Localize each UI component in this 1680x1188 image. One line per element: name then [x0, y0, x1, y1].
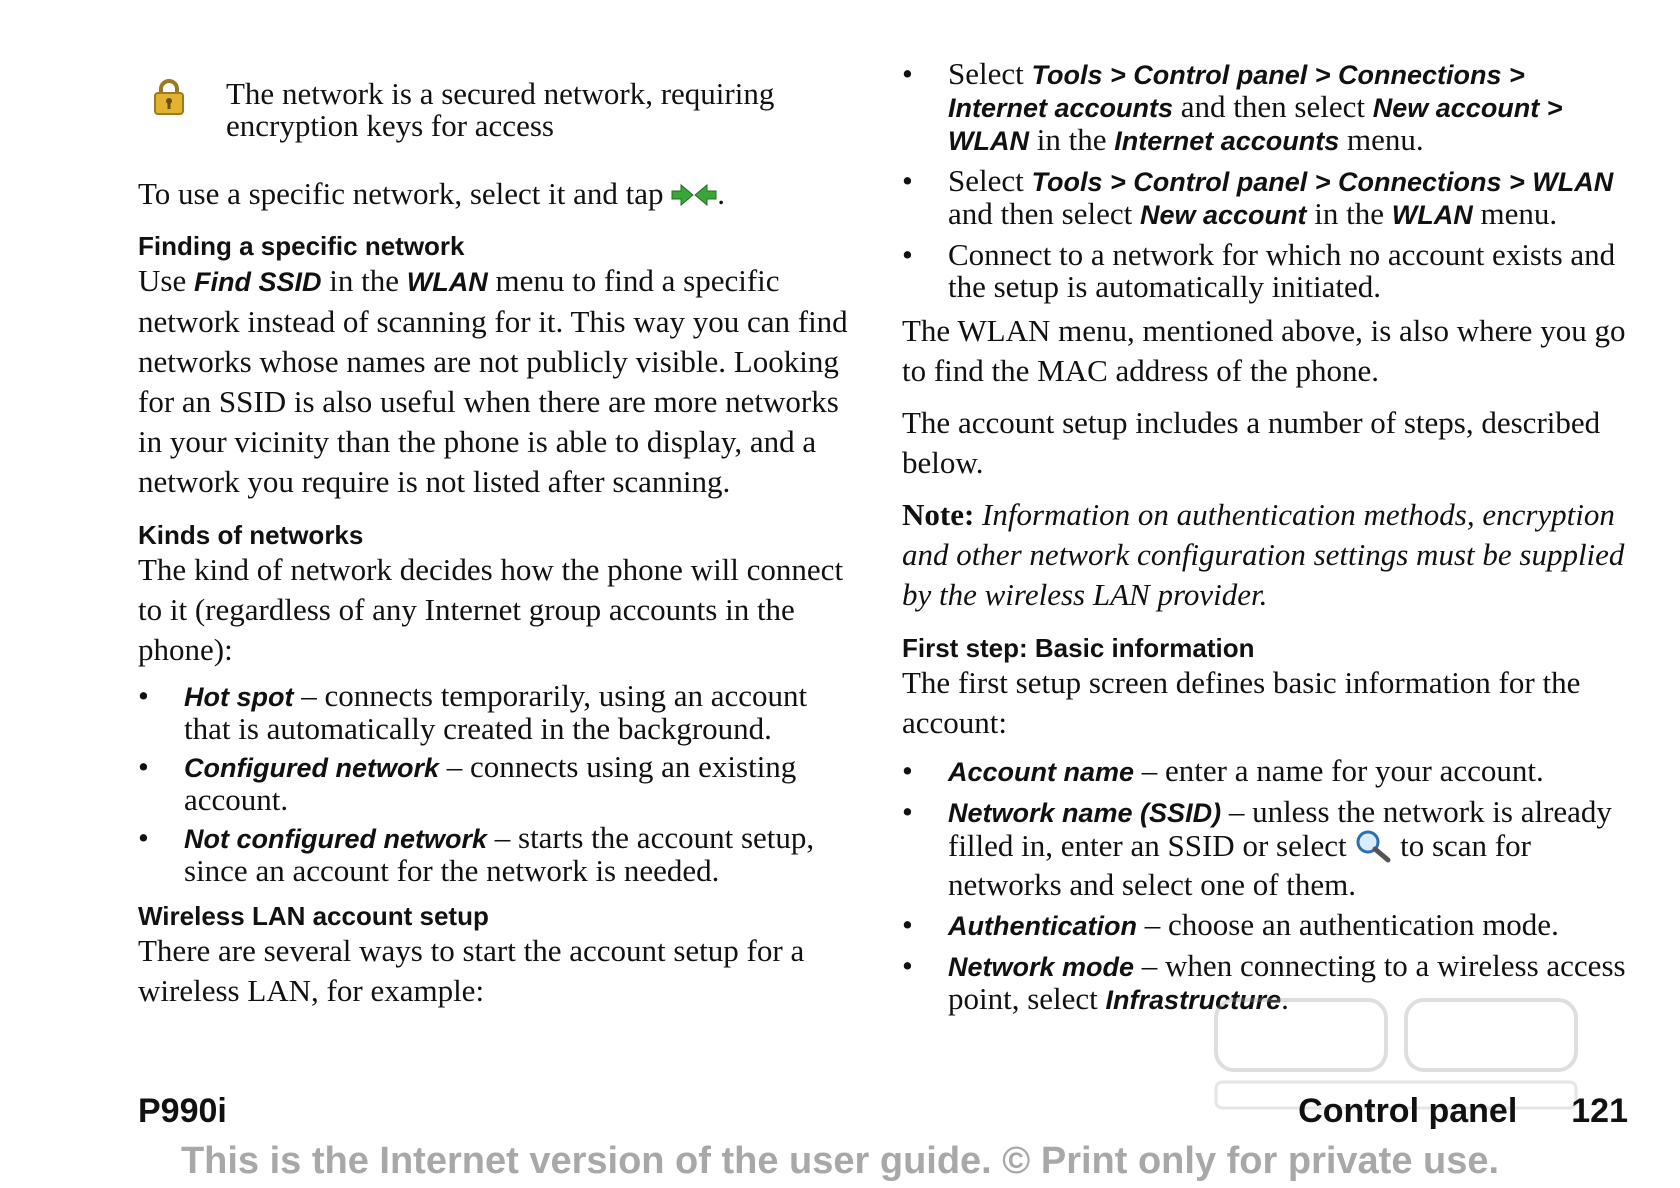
page-number: 121: [1571, 1092, 1628, 1130]
list-item: • Connect to a network for which no account exists and the setup is automatically initiated.: [902, 239, 1628, 303]
list-item: • Select Tools > Control panel > Connections > WLAN and then select New account in the WLAN menu.: [902, 165, 1628, 231]
model-label: P990i: [138, 1092, 227, 1130]
kinds-list: [138, 677, 858, 888]
wireless-paragraph: There are several ways to start the account setup for a wireless LAN, for example:: [138, 932, 805, 1008]
list-item: • Network name (SSID) – unless the network is already filled in, enter an SSID or select to scan for networks and select one of them.: [902, 796, 1628, 901]
steps-paragraph: The account setup includes a number of steps, described below.: [902, 405, 1601, 480]
section-name: Control panel: [1298, 1092, 1518, 1130]
first-step-list: [902, 755, 1628, 1016]
secured-description: The network is a secured network, requiring encryption keys for access: [226, 76, 775, 143]
intro-paragraph: To use a specific network, select it and tap .: [138, 174, 858, 217]
left-column: [138, 58, 858, 1011]
copyright-notice: This is the Internet version of the user guide. © Print only for private use.: [180, 1140, 1500, 1182]
finding-paragraph: Use Find SSID in the WLAN menu to find a specific network instead of scanning for it. This way you can find networks whose names are not publicly visible. Looking for an SSID is also useful when there are more networks in your vicinity than the phone is able to display, and a network you require is not listed after scanning.: [138, 262, 848, 499]
mac-paragraph: The WLAN menu, mentioned above, is also where you go to find the MAC address of the phone.: [902, 313, 1626, 388]
wireless-heading: Wireless LAN account setup: [138, 900, 489, 931]
list-item: • Select Tools > Control panel > Connections > Internet accounts and then select New account > WLAN in the Internet accounts menu.: [902, 58, 1628, 157]
first-step-paragraph: The first setup screen defines basic information for the account:: [902, 665, 1581, 740]
secured-legend: [138, 58, 858, 154]
list-item: • Hot spot – connects temporarily, using an account that is automatically created in the background.: [138, 680, 858, 745]
note-paragraph: Note: Information on authentication methods, encryption and other network configuration settings must be supplied by the wireless LAN provider.: [902, 497, 1625, 612]
list-item: • Not configured network – starts the account setup, since an account for the network is needed.: [138, 822, 858, 887]
list-item: • Network mode – when connecting to a wireless access point, select Infrastructure.: [902, 950, 1628, 1016]
kinds-heading: Kinds of networks: [138, 519, 364, 550]
section-footer: [1298, 1092, 1628, 1131]
right-column: [902, 58, 1628, 1016]
magnifier-icon: [1354, 829, 1392, 869]
list-item: • Authentication – choose an authentication mode.: [902, 909, 1628, 942]
padlock-icon: [152, 78, 186, 121]
list-item: • Account name – enter a name for your account.: [902, 755, 1628, 788]
connect-arrows-icon: [671, 177, 717, 217]
finding-heading: Finding a specific network: [138, 230, 465, 261]
setup-ways-list: [902, 58, 1628, 303]
kinds-paragraph: The kind of network decides how the phone will connect to it (regardless of any Internet group accounts in the phone):: [138, 551, 844, 667]
first-step-heading: First step: Basic information: [902, 633, 1255, 663]
list-item: • Configured network – connects using an existing account.: [138, 751, 858, 816]
